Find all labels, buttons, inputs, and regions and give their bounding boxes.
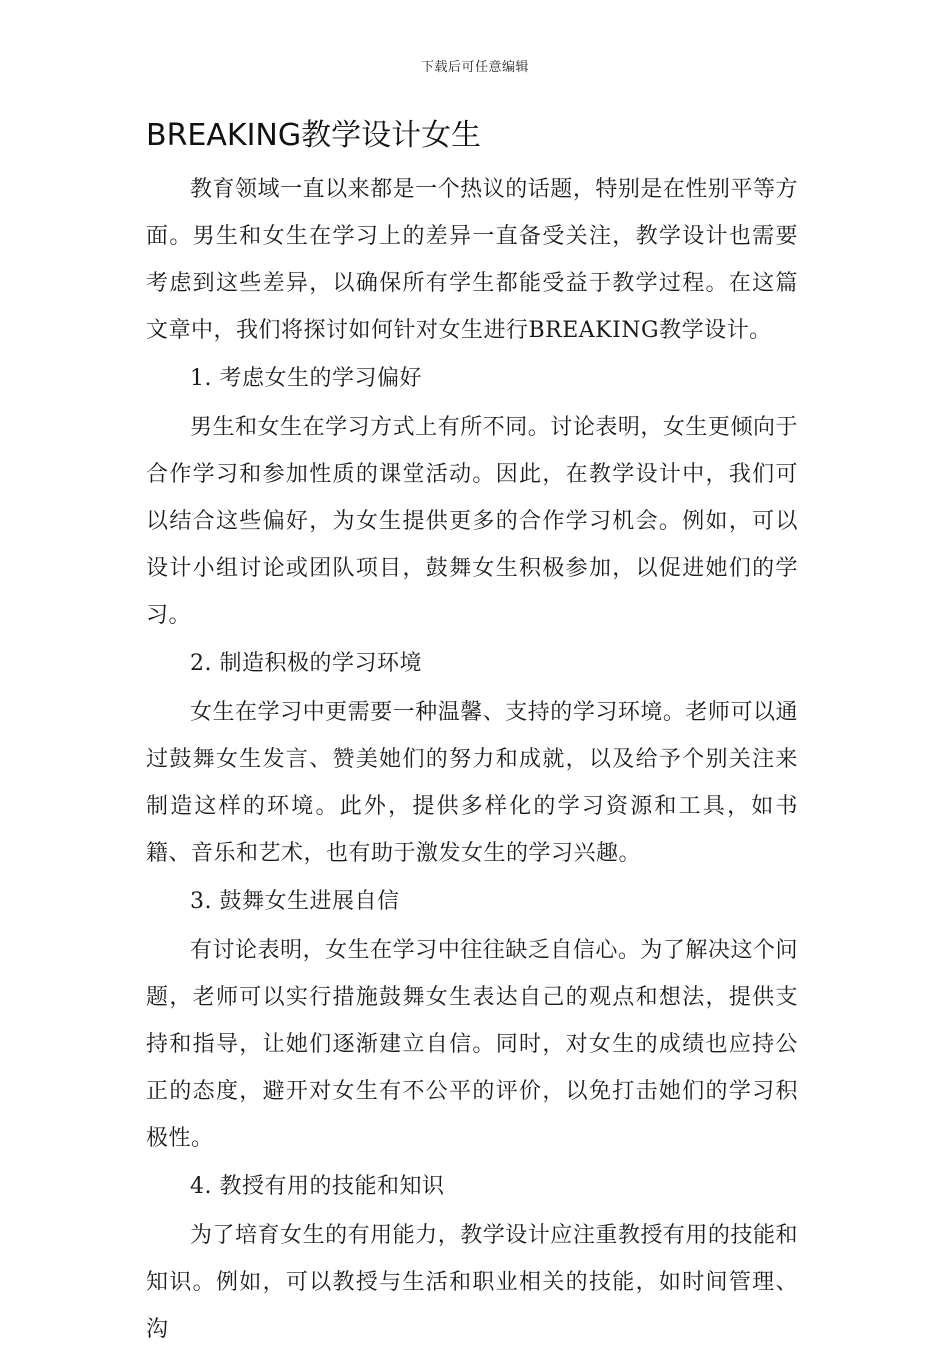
- section-paragraph-1: 男生和女生在学习方式上有所不同。讨论表明，女生更倾向于合作学习和参加性质的课堂活动。因此，在教学设计中，我们可以结合这些偏好，为女生提供更多的合作学习机会。例如，可以设计小组讨论或团队项目，鼓舞女生积极参加，以促进她们的学习。: [146, 415, 798, 628]
- document-title: BREAKING教学设计女生: [146, 118, 482, 153]
- section-heading-2: 2. 制造积极的学习环境: [190, 651, 422, 676]
- section-paragraph-2: 女生在学习中更需要一种温馨、支持的学习环境。老师可以通过鼓舞女生发言、赞美她们的努力和成就，以及给予个别关注来制造这样的环境。此外，提供多样化的学习资源和工具，如书籍、音乐和艺术，也有助于激发女生的学习兴趣。: [146, 700, 798, 866]
- section-paragraph-4: 为了培育女生的有用能力，教学设计应注重教授有用的技能和知识。例如，可以教授与生活和职业相关的技能，如时间管理、沟: [146, 1223, 798, 1342]
- intro-paragraph: 教育领域一直以来都是一个热议的话题，特别是在性别平等方面。男生和女生在学习上的差异一直备受关注，教学设计也需要考虑到这些差异，以确保所有学生都能受益于教学过程。在这篇文章中，我们将探讨如何针对女生进行BREAKING教学设计。: [146, 177, 798, 343]
- section-heading-3: 3. 鼓舞女生进展自信: [190, 889, 400, 914]
- section-heading-4: 4. 教授有用的技能和知识: [190, 1174, 445, 1199]
- page-header-note: 下载后可任意编辑: [420, 60, 529, 75]
- section-paragraph-3: 有讨论表明，女生在学习中往往缺乏自信心。为了解决这个问题，老师可以实行措施鼓舞女生表达自己的观点和想法，提供支持和指导，让她们逐渐建立自信。同时，对女生的成绩也应持公正的态度，避开对女生有不公平的评价，以免打击她们的学习积极性。: [146, 938, 798, 1151]
- section-heading-1: 1. 考虑女生的学习偏好: [190, 366, 422, 391]
- document-body: [146, 112, 798, 1355]
